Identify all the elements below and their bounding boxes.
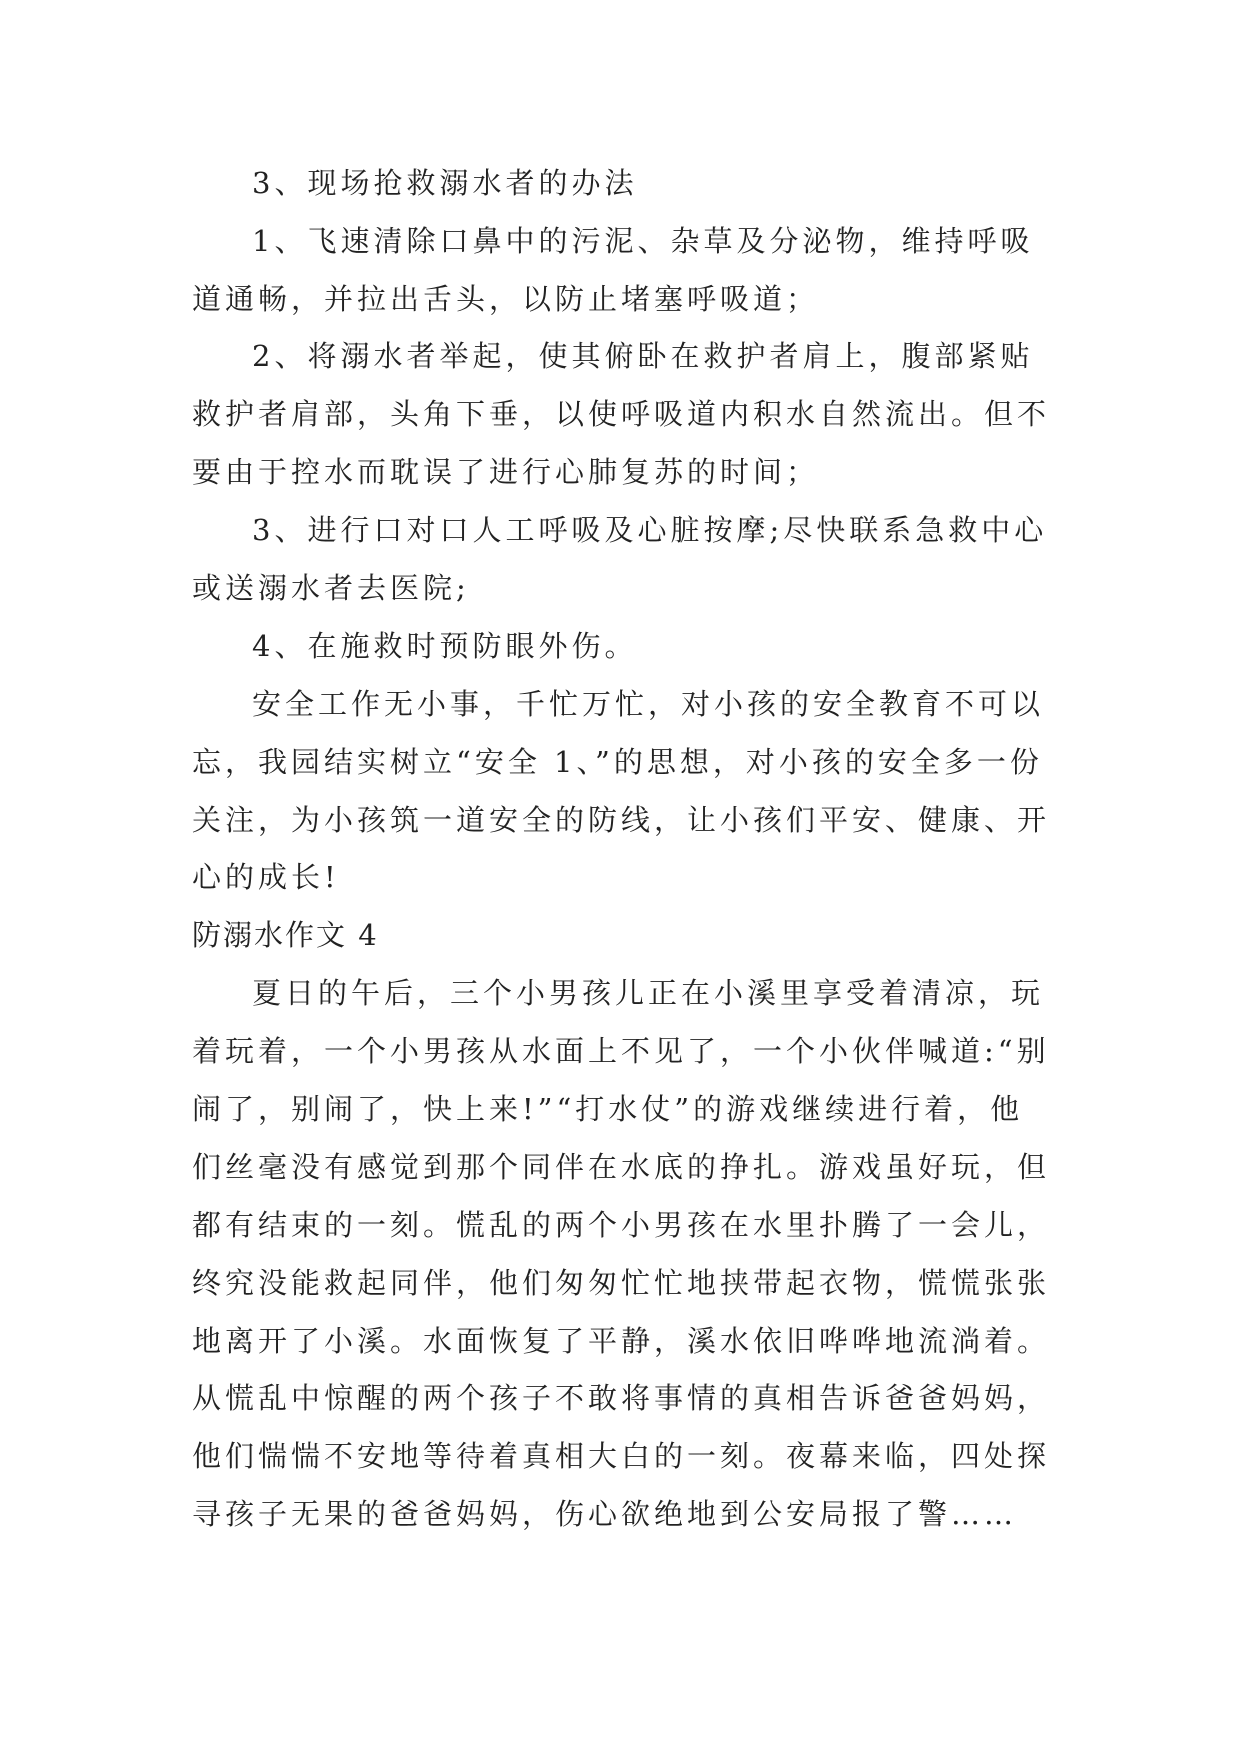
paragraph-line: 寻孩子无果的爸爸妈妈，伤心欲绝地到公安局报了警……	[192, 1497, 1018, 1531]
paragraph-line: 安全工作无小事，千忙万忙，对小孩的安全教育不可以	[252, 687, 1045, 721]
paragraph-line: 心的成长!	[192, 860, 340, 894]
paragraph-line: 或送溺水者去医院;	[192, 571, 470, 605]
paragraph-line: 要由于控水而耽误了进行心肺复苏的时间；	[192, 455, 820, 489]
paragraph-line: 忘，我园结实树立“安全 1、”的思想，对小孩的安全多一份	[192, 745, 1043, 779]
paragraph-line: 救护者肩部，头角下垂，以使呼吸道内积水自然流出。但不	[192, 397, 1051, 431]
paragraph-line: 2、将溺水者举起，使其俯卧在救护者肩上，腹部紧贴	[252, 339, 1034, 373]
paragraph-line: 地离开了小溪。水面恢复了平静，溪水依旧哗哗地流淌着。	[192, 1324, 1051, 1358]
paragraph-line: 闹了，别闹了，快上来!”“打水仗”的游戏继续进行着，他	[192, 1092, 1024, 1126]
paragraph-line: 着玩着，一个小男孩从水面上不见了，一个小伙伴喊道:“别	[192, 1034, 1050, 1068]
paragraph-line: 3、现场抢救溺水者的办法	[252, 166, 638, 200]
paragraph-line: 们丝毫没有感觉到那个同伴在水底的挣扎。游戏虽好玩，但	[192, 1150, 1051, 1184]
paragraph-line: 从慌乱中惊醒的两个孩子不敢将事情的真相告诉爸爸妈妈，	[192, 1381, 1051, 1415]
paragraph-line: 1、飞速清除口鼻中的污泥、杂草及分泌物，维持呼吸	[252, 224, 1034, 258]
paragraph-line: 4、在施救时预防眼外伤。	[252, 629, 638, 663]
paragraph-line: 夏日的午后，三个小男孩儿正在小溪里享受着清凉，玩	[252, 976, 1045, 1010]
paragraph-line: 3、进行口对口人工呼吸及心脏按摩;尽快联系急救中心	[252, 513, 1048, 547]
section-heading: 防溺水作文 4	[192, 918, 379, 952]
paragraph-line: 道通畅，并拉出舌头，以防止堵塞呼吸道；	[192, 282, 820, 316]
paragraph-line: 都有结束的一刻。慌乱的两个小男孩在水里扑腾了一会儿，	[192, 1208, 1051, 1242]
paragraph-line: 他们惴惴不安地等待着真相大白的一刻。夜幕来临，四处探	[192, 1439, 1051, 1473]
paragraph-line: 终究没能救起同伴，他们匆匆忙忙地挟带起衣物，慌慌张张	[192, 1266, 1051, 1300]
paragraph-line: 关注，为小孩筑一道安全的防线，让小孩们平安、健康、开	[192, 803, 1051, 837]
